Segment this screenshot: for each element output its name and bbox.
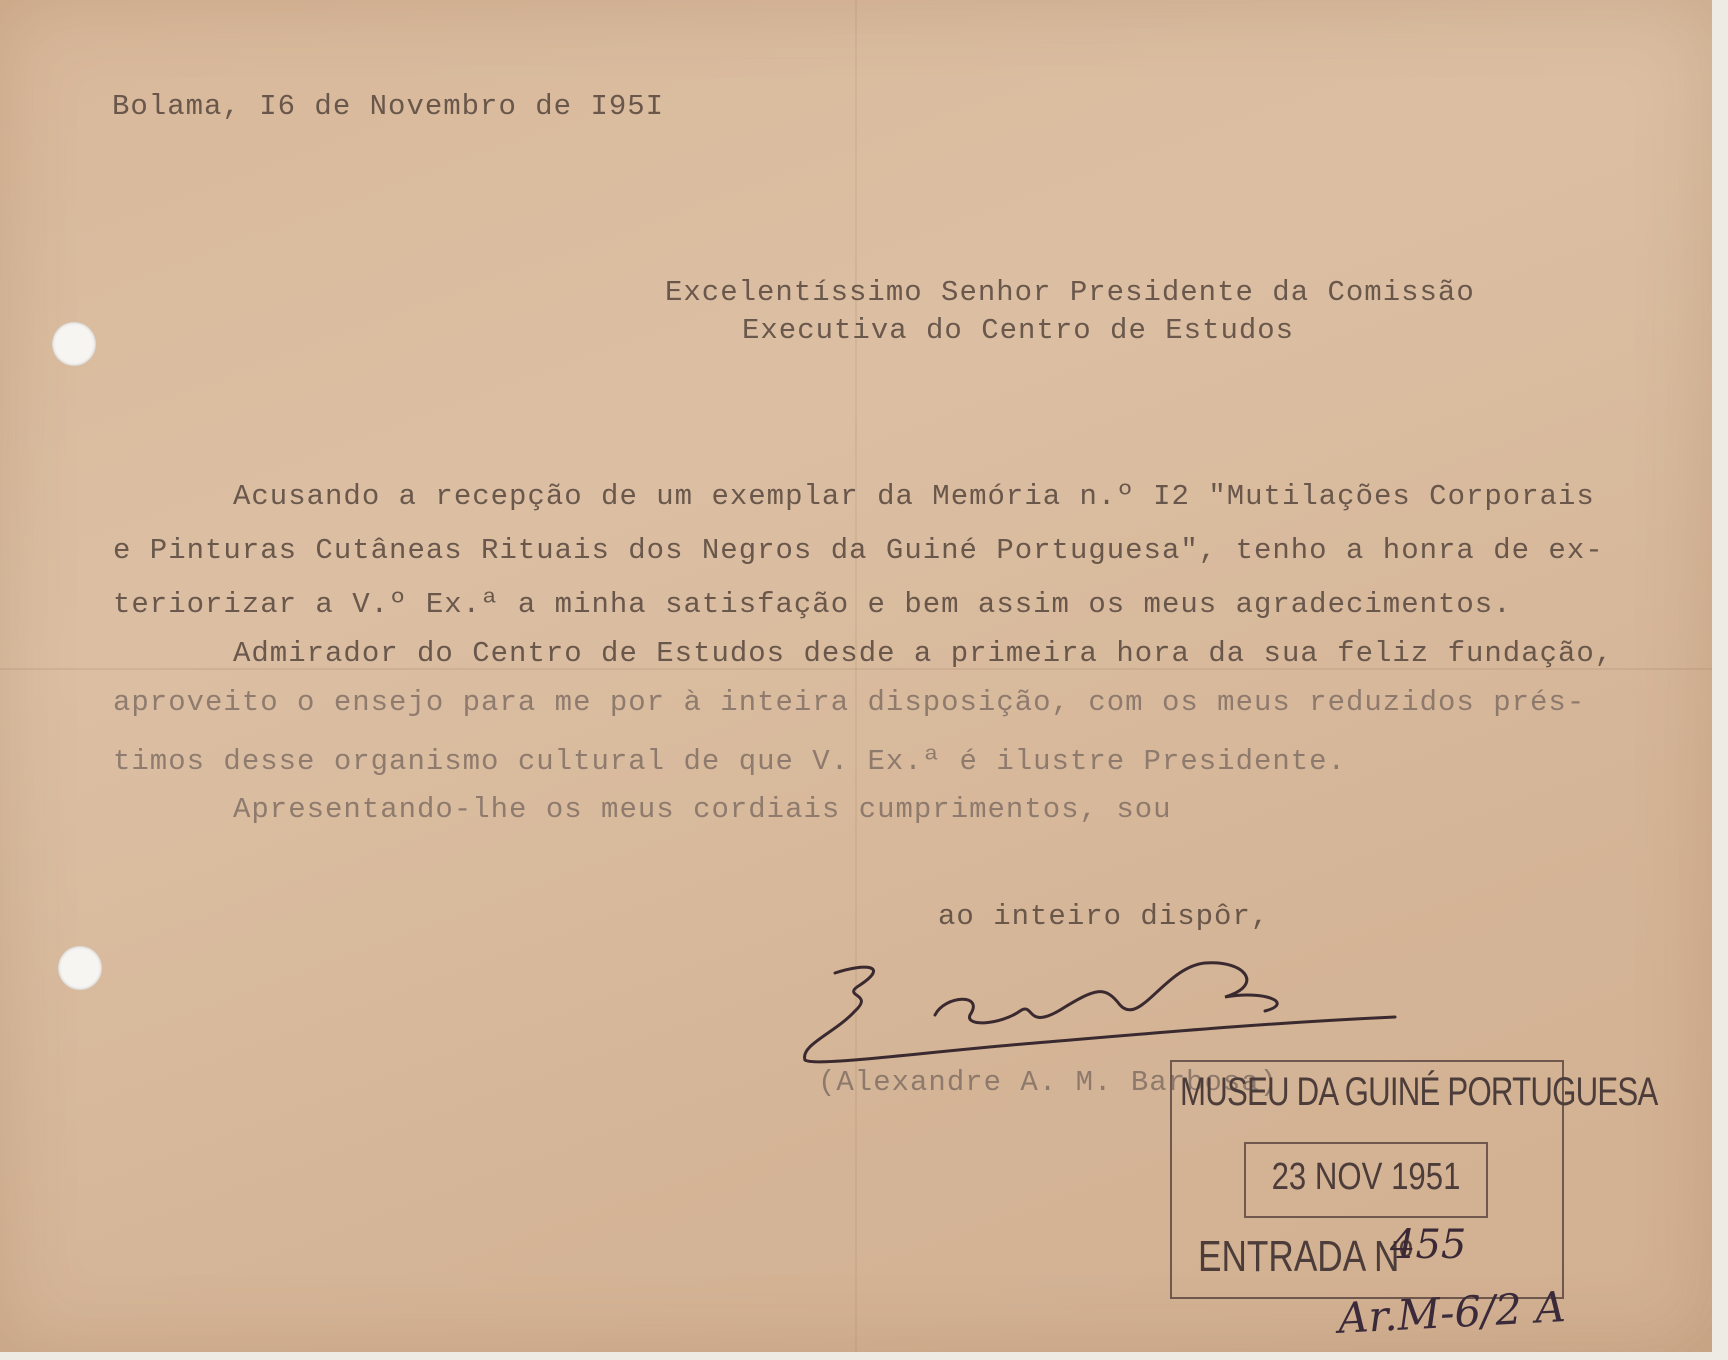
body-line-7: Apresentando-lhe os meus cordiais cumprimentos, sou: [233, 793, 1172, 826]
closing: ao inteiro dispôr,: [938, 900, 1270, 933]
museum-entry-stamp: [1170, 1060, 1658, 1299]
body-line-2: e Pinturas Cutâneas Rituais dos Negros da Guiné Portuguesa", tenho a honra de ex-: [113, 534, 1604, 567]
handwritten-reference: Ar.M-6/2 A: [1336, 1282, 1567, 1343]
punch-hole-top: [52, 322, 96, 366]
body-line-6: timos desse organismo cultural de que V. Ex.ª é ilustre Presidente.: [113, 745, 1346, 778]
stamp-date: 23 NOV 1951: [1271, 1156, 1461, 1198]
body-line-4: Admirador do Centro de Estudos desde a primeira hora da sua feliz fundação,: [233, 637, 1614, 670]
body-line-3: teriorizar a V.º Ex.ª a minha satisfação e bem assim os meus agradecimentos.: [113, 588, 1512, 621]
punch-hole-bottom: [58, 946, 102, 990]
dateline: Bolama, I6 de Novembro de I95I: [112, 90, 665, 123]
body-line-5: aproveito o ensejo para me por à inteira disposição, com os meus reduzidos prés-: [113, 686, 1586, 719]
body-line-1: Acusando a recepção de um exemplar da Memória n.º I2 "Mutilações Corporais: [233, 480, 1595, 513]
address-line-1: Excelentíssimo Senhor Presidente da Comissão: [665, 276, 1475, 309]
vertical-fold: [855, 0, 857, 1352]
stamp-institution: MUSEU DA GUINÉ PORTUGUESA: [1180, 1070, 1658, 1114]
handwritten-signature: [795, 945, 1415, 1070]
stamp-date-box: [1244, 1142, 1488, 1218]
stamp-entry-number: 455: [1390, 1222, 1467, 1268]
signatory-name: (Alexandre A. M. Barbosa): [818, 1066, 1279, 1099]
address-line-2: Executiva do Centro de Estudos: [742, 314, 1295, 347]
stamp-entry-label: ENTRADA Nº: [1198, 1232, 1413, 1281]
